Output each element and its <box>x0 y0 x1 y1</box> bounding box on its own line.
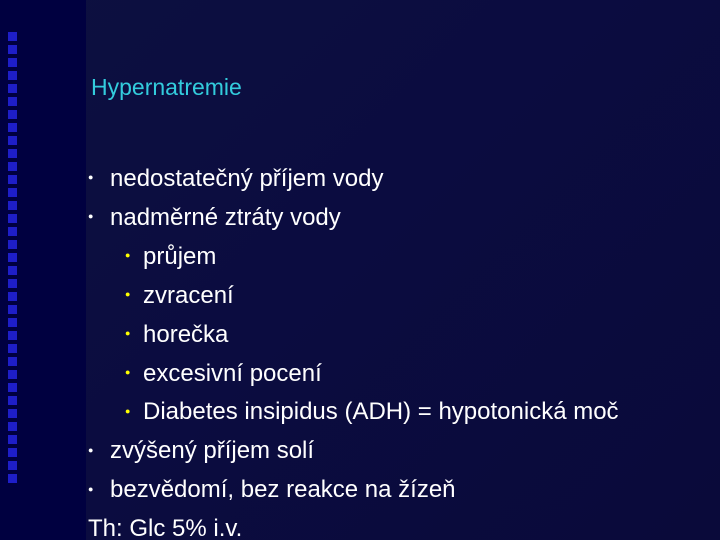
sub-list-item <box>88 316 718 355</box>
decorative-square <box>8 253 17 262</box>
decorative-square <box>8 409 17 418</box>
list-item-text: zvracení <box>143 281 234 309</box>
therapy-line: Th: Glc 5% i.v. <box>88 515 243 540</box>
left-decorative-band <box>0 0 86 540</box>
bullet-icon: ● <box>125 405 131 416</box>
list-item-text: bezvědomí, bez reakce na žízeň <box>110 476 456 504</box>
decorative-square <box>8 214 17 223</box>
decorative-square <box>8 227 17 236</box>
decorative-square <box>8 370 17 379</box>
decorative-square <box>8 266 17 275</box>
decorative-square <box>8 396 17 405</box>
decorative-square <box>8 84 17 93</box>
decorative-square <box>8 162 17 171</box>
bullet-icon: ● <box>88 211 94 222</box>
decorative-square <box>8 97 17 106</box>
bullet-icon: ● <box>125 289 131 300</box>
list-item-text: průjem <box>143 242 217 270</box>
decorative-square <box>8 149 17 158</box>
list-item-text: Diabetes insipidus (ADH) = hypotonická moč <box>143 398 619 426</box>
decorative-square <box>8 32 17 41</box>
bullet-icon: ● <box>88 444 94 455</box>
decorative-square <box>8 292 17 301</box>
list-item <box>88 471 718 510</box>
decorative-square <box>8 331 17 340</box>
slide-title: Hypernatremie <box>91 74 242 100</box>
decorative-square <box>8 58 17 67</box>
bullet-icon: ● <box>125 250 131 261</box>
list-item <box>88 432 718 471</box>
decorative-square <box>8 344 17 353</box>
decorative-square <box>8 461 17 470</box>
list-item <box>88 160 718 199</box>
bullet-icon: ● <box>125 366 131 377</box>
decorative-square <box>8 383 17 392</box>
decorative-square <box>8 123 17 132</box>
bullet-list <box>88 160 718 540</box>
decorative-square <box>8 357 17 366</box>
list-item-text: nadměrné ztráty vody <box>110 203 341 231</box>
sub-list-item <box>88 355 718 394</box>
bullet-icon: ● <box>88 483 94 494</box>
decorative-square <box>8 474 17 483</box>
bullet-icon: ● <box>88 172 94 183</box>
list-item-text: nedostatečný příjem vody <box>110 165 384 192</box>
decorative-square <box>8 240 17 249</box>
list-item-text: horečka <box>143 320 229 348</box>
decorative-square <box>8 71 17 80</box>
sub-list-item <box>88 393 718 432</box>
decorative-square <box>8 188 17 197</box>
decorative-square <box>8 305 17 314</box>
decorative-square <box>8 110 17 119</box>
decorative-square <box>8 279 17 288</box>
decorative-square <box>8 422 17 431</box>
bullet-icon: ● <box>125 328 131 339</box>
decorative-square <box>8 45 17 54</box>
sub-list-item <box>88 277 718 316</box>
decorative-square <box>8 175 17 184</box>
decorative-square <box>8 136 17 145</box>
list-item-text: zvýšený příjem solí <box>110 437 315 465</box>
list-item <box>88 199 718 238</box>
decorative-square <box>8 435 17 444</box>
decorative-square <box>8 318 17 327</box>
list-item-text: excesivní pocení <box>143 359 322 387</box>
decorative-square <box>8 448 17 457</box>
square-pattern <box>4 32 20 492</box>
decorative-square <box>8 201 17 210</box>
sub-list-item <box>88 238 718 277</box>
